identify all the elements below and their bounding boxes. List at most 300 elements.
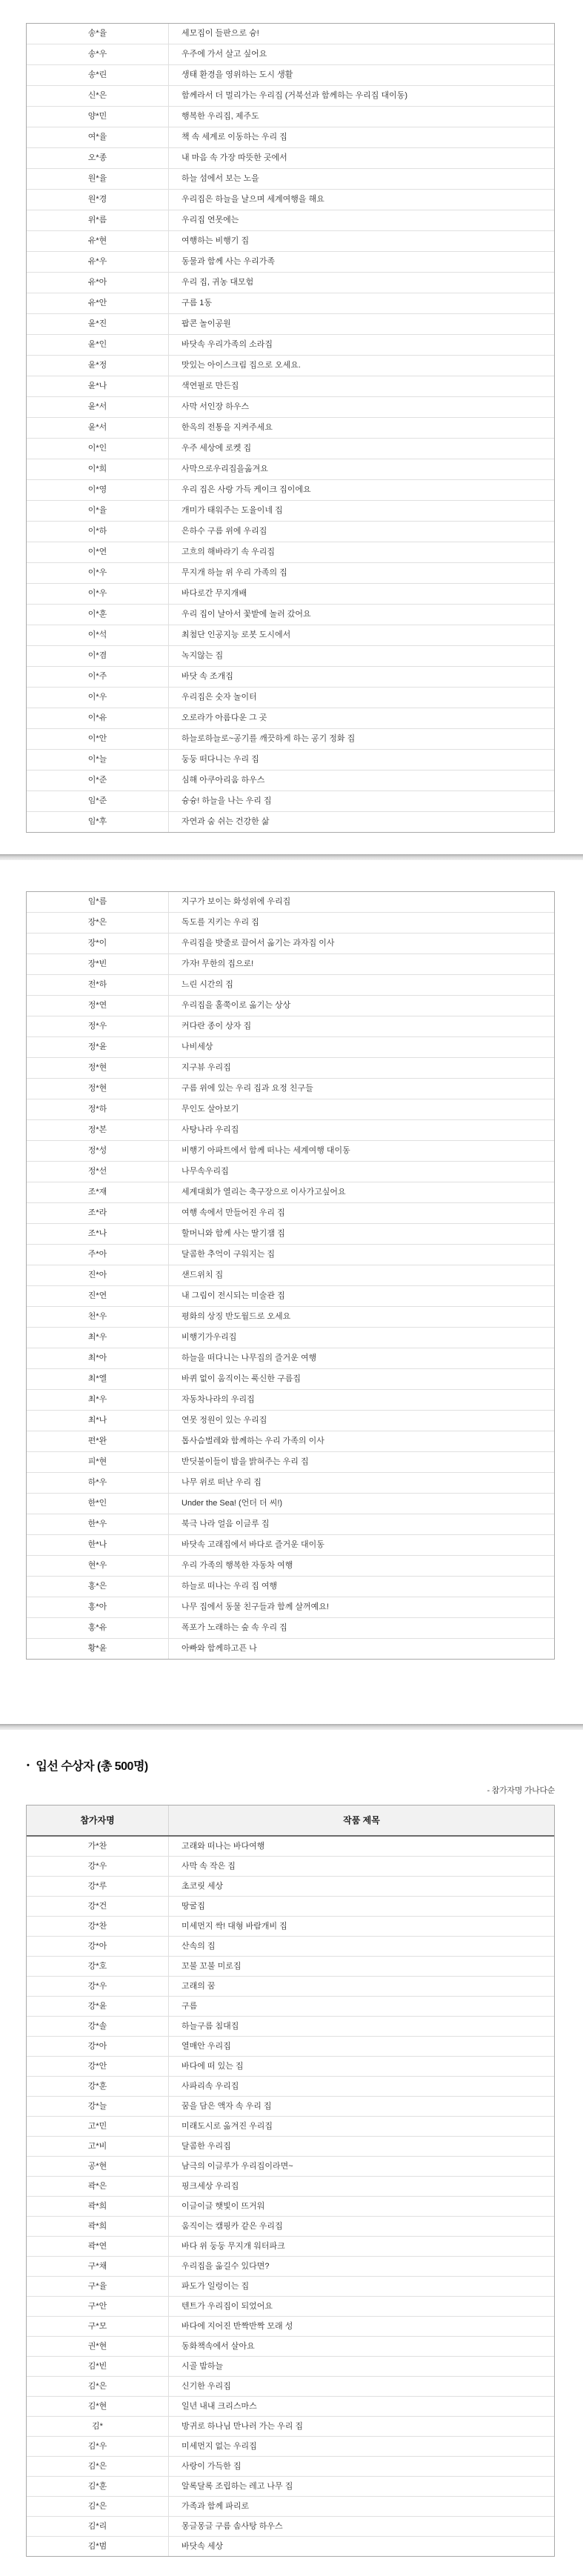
- work-title-cell: 톱사슴벌레와 함께하는 우리 가족의 이사: [181, 1437, 324, 1445]
- table-row: [27, 1182, 554, 1203]
- table-row: [27, 975, 554, 996]
- work-title-cell: 비행기 아파트에서 함께 떠나는 세계여행 대이동: [181, 1146, 350, 1155]
- table-row: [27, 996, 554, 1016]
- table-row: [27, 2057, 554, 2077]
- participant-name-cell: 장*은: [27, 913, 169, 933]
- table-row: [27, 1618, 554, 1639]
- participant-name-cell: 이*겸: [27, 646, 169, 666]
- table-row: [27, 376, 554, 397]
- participant-name-cell: 최*나: [27, 1411, 169, 1431]
- table-row: [27, 2137, 554, 2157]
- participant-name-cell: 진*연: [27, 1286, 169, 1306]
- table-row: [27, 418, 554, 439]
- table-row: [27, 750, 554, 771]
- participant-name-cell: 강*아: [27, 2037, 169, 2056]
- table-row: [27, 314, 554, 335]
- work-title-cell: 사막 속 작은 집: [181, 1861, 236, 1871]
- participant-name-cell: 강*늘: [27, 2097, 169, 2116]
- participant-name-cell: 정*현: [27, 1079, 169, 1099]
- work-title-cell: 파도가 일렁이는 집: [181, 2281, 250, 2291]
- participant-name-cell: 이*훈: [27, 605, 169, 625]
- table-row: [27, 1162, 554, 1182]
- work-title-cell: 우리집을 옮길수 있다면?: [181, 2261, 270, 2271]
- table-row: [27, 2197, 554, 2217]
- participant-name-cell: 강*윤: [27, 1997, 169, 2016]
- participant-name-cell: 구*안: [27, 2297, 169, 2316]
- column-header-work-title: 작품 제목: [343, 1815, 380, 1826]
- table-row: [27, 2357, 554, 2377]
- section-heading-text: 입선 수상자 (총 500명): [36, 1760, 148, 1773]
- participant-name-cell: 김*: [27, 2417, 169, 2436]
- table-row: [27, 1348, 554, 1369]
- table-row: [27, 1307, 554, 1328]
- work-title-cell: 개미가 태워주는 도율이네 집: [181, 506, 283, 515]
- table-row: [27, 1917, 554, 1937]
- work-title-cell: 몽글몽글 구름 솜사탕 하우스: [181, 2521, 283, 2531]
- work-title-cell: 지구가 보이는 화성위에 우리집: [181, 897, 291, 906]
- table-row: [27, 2497, 554, 2517]
- participant-name-cell: 이*주: [27, 667, 169, 687]
- work-title-cell: 나무 집에서 동물 친구들과 함께 살꺼예요!: [181, 1602, 329, 1611]
- table-row: [27, 24, 554, 44]
- participant-name-cell: 강*루: [27, 1877, 169, 1896]
- table-row: [27, 1473, 554, 1494]
- table-row: [27, 1577, 554, 1597]
- work-title-cell: 하늘구름 침대집: [181, 2021, 239, 2031]
- participant-name-cell: 한*나: [27, 1535, 169, 1555]
- table-row: [27, 2177, 554, 2197]
- participant-name-cell: 양*민: [27, 107, 169, 127]
- work-title-cell: 바다 위 둥둥 무지개 워터파크: [181, 2241, 285, 2251]
- table-row: [27, 44, 554, 65]
- work-title-cell: 바다로간 무지개배: [181, 589, 247, 598]
- table-row: [27, 210, 554, 231]
- table-row: [27, 2237, 554, 2257]
- participant-name-cell: 한*우: [27, 1514, 169, 1534]
- table-row: [27, 729, 554, 750]
- page-divider: [0, 854, 583, 860]
- table-row: [27, 1369, 554, 1390]
- table-row: [27, 1857, 554, 1877]
- work-title-cell: 무지개 하늘 위 우리 가족의 집: [181, 568, 287, 577]
- participant-name-cell: 최*아: [27, 1348, 169, 1368]
- participant-name-cell: 강*우: [27, 1857, 169, 1876]
- table-row: [27, 1897, 554, 1917]
- table-row: [27, 688, 554, 708]
- work-title-cell: 방귀로 하나님 만나러 가는 우리 집: [181, 2421, 304, 2431]
- participant-name-cell: 고*비: [27, 2137, 169, 2156]
- participant-name-cell: 윤*서: [27, 397, 169, 417]
- table-row: [27, 542, 554, 563]
- table-row: [27, 771, 554, 791]
- table-row: [27, 1837, 554, 1857]
- table-row: [27, 1245, 554, 1265]
- participant-name-cell: 송*우: [27, 44, 169, 64]
- work-title-cell: 동물과 함께 사는 우리가족: [181, 257, 276, 266]
- work-title-cell: 우리 가족의 행복한 자동차 여행: [181, 1561, 293, 1570]
- work-title-cell: 이글이글 햇빛이 뜨거워: [181, 2201, 265, 2211]
- table-row: [27, 2097, 554, 2117]
- participant-name-cell: 이*늘: [27, 750, 169, 770]
- participant-name-cell: 구*율: [27, 2277, 169, 2296]
- participant-name-cell: 곽*연: [27, 2237, 169, 2256]
- table-row: [27, 667, 554, 688]
- participant-name-cell: 곽*은: [27, 2177, 169, 2196]
- table-row: [27, 1556, 554, 1577]
- work-title-cell: 둥둥 떠다니는 우리 집: [181, 755, 259, 764]
- work-title-cell: 행복한 우리집, 제주도: [181, 112, 259, 121]
- work-title-cell: 내 마음 속 가장 따뜻한 곳에서: [181, 153, 287, 162]
- winners-table-part1: [26, 23, 555, 833]
- table-row: [27, 791, 554, 812]
- participant-name-cell: 김*우: [27, 2437, 169, 2456]
- table-row: [27, 2017, 554, 2037]
- participant-name-cell: 강*훈: [27, 2077, 169, 2096]
- participant-name-cell: 위*름: [27, 210, 169, 230]
- table-row: [27, 65, 554, 86]
- work-title-cell: 지구뷰 우리집: [181, 1063, 231, 1072]
- work-title-cell: 땅굴집: [181, 1901, 205, 1911]
- section-heading: [27, 1757, 583, 1774]
- work-title-cell: 우리집 연못에는: [181, 216, 239, 224]
- work-title-cell: 초코릿 세상: [181, 1881, 224, 1891]
- participant-name-cell: 원*경: [27, 190, 169, 210]
- participant-name-cell: 한*인: [27, 1494, 169, 1514]
- participant-name-cell: 김*훈: [27, 2477, 169, 2496]
- table-row: [27, 812, 554, 832]
- participant-name-cell: 이*영: [27, 480, 169, 500]
- work-title-cell: 색연필로 만든집: [181, 382, 239, 390]
- table-row: [27, 1431, 554, 1452]
- work-title-cell: 우주에 가서 살고 싶어요: [181, 50, 267, 59]
- participant-name-cell: 윤*나: [27, 376, 169, 396]
- participant-name-cell: 강*찬: [27, 1917, 169, 1936]
- table-row: [27, 2417, 554, 2437]
- participant-name-cell: 김*현: [27, 2397, 169, 2416]
- work-title-cell: 자연과 숨 쉬는 건강한 삶: [181, 817, 270, 826]
- participant-name-cell: 고*민: [27, 2117, 169, 2136]
- participant-name-cell: 조*나: [27, 1224, 169, 1244]
- participant-name-cell: 정*연: [27, 996, 169, 1016]
- participant-name-cell: 이*율: [27, 501, 169, 521]
- work-title-cell: 바닷속 우리가족의 소라집: [181, 340, 273, 349]
- participant-name-cell: 강*아: [27, 1937, 169, 1956]
- table-row: [27, 2377, 554, 2397]
- work-title-cell: 사탕나라 우리집: [181, 1125, 239, 1134]
- work-title-cell: 미래도시로 옮겨진 우리집: [181, 2121, 273, 2131]
- work-title-cell: 달콤한 추억이 구워지는 집: [181, 1250, 276, 1259]
- participant-name-cell: 임*후: [27, 812, 169, 832]
- participant-name-cell: 유*안: [27, 293, 169, 313]
- table-row: [27, 1997, 554, 2017]
- table-row: [27, 646, 554, 667]
- table-row: [27, 892, 554, 913]
- work-title-cell: 녹지않는 집: [181, 651, 224, 660]
- participant-name-cell: 이*하: [27, 522, 169, 542]
- work-title-cell: 바퀴 없이 움직이는 푹신한 구름집: [181, 1374, 301, 1383]
- work-title-cell: 구름 1동: [181, 299, 213, 307]
- work-title-cell: 아빠와 함께하고픈 나: [181, 1644, 257, 1653]
- participant-name-cell: 강*호: [27, 1957, 169, 1976]
- table-row: [27, 1328, 554, 1348]
- work-title-cell: 생태 환경을 영위하는 도시 생활: [181, 70, 293, 79]
- participant-name-cell: 임*준: [27, 791, 169, 811]
- work-title-cell: 무인도 살아보기: [181, 1105, 239, 1114]
- table-row: [27, 1203, 554, 1224]
- work-title-cell: 고흐의 해바라기 속 우리집: [181, 548, 276, 556]
- table-row: [27, 2217, 554, 2237]
- participant-name-cell: 이*안: [27, 729, 169, 749]
- participant-name-cell: 장*이: [27, 933, 169, 953]
- table-row: [27, 522, 554, 542]
- winners-table-part2: [26, 891, 555, 1660]
- work-title-cell: 최첨단 인공지능 로봇 도시에서: [181, 630, 291, 639]
- table-body: [27, 24, 554, 832]
- participant-name-cell: 정*선: [27, 1162, 169, 1182]
- table-row: [27, 2477, 554, 2497]
- table-row: [27, 107, 554, 127]
- work-title-cell: 심해 아쿠아리움 하우스: [181, 776, 265, 785]
- participant-name-cell: 정*본: [27, 1120, 169, 1140]
- participant-name-cell: 전*하: [27, 975, 169, 995]
- work-title-cell: 우리집은 하늘을 날으며 세계여행을 해요: [181, 195, 324, 204]
- participant-name-cell: 공*현: [27, 2157, 169, 2176]
- work-title-cell: 꿈을 담은 액자 속 우리 집: [181, 2101, 272, 2111]
- participant-name-cell: 최*우: [27, 1328, 169, 1348]
- participant-name-cell: 김*범: [27, 2537, 169, 2556]
- work-title-cell: 고래와 떠나는 바다여행: [181, 1841, 265, 1851]
- participant-name-cell: 홍*유: [27, 1618, 169, 1638]
- work-title-cell: 반딧불이들이 밤을 밝혀주는 우리 집: [181, 1457, 309, 1466]
- work-title-cell: 가족과 함께 파리로: [181, 2501, 250, 2511]
- table-row: [27, 356, 554, 376]
- work-title-cell: 구름: [181, 2001, 198, 2011]
- participant-name-cell: 현*우: [27, 1556, 169, 1576]
- participant-name-cell: 정*현: [27, 1058, 169, 1078]
- table-body: [27, 892, 554, 1659]
- work-title-cell: 하늘 섬에서 보는 노을: [181, 174, 259, 183]
- participant-name-cell: 이*인: [27, 439, 169, 459]
- table-row: [27, 1877, 554, 1897]
- work-title-cell: 미세먼지 싹! 대형 바람개비 집: [181, 1921, 287, 1931]
- table-row: [27, 2257, 554, 2277]
- table-row: [27, 2517, 554, 2537]
- table-row: [27, 2397, 554, 2417]
- participant-name-cell: 여*율: [27, 127, 169, 147]
- participant-name-cell: 이*유: [27, 708, 169, 728]
- work-title-cell: 할머니와 함께 사는 딸기잼 집: [181, 1229, 285, 1238]
- table-row: [27, 335, 554, 356]
- work-title-cell: 오로라가 아름다운 그 곳: [181, 713, 267, 722]
- table-row: [27, 1265, 554, 1286]
- work-title-cell: 하늘로 떠나는 우리 집 여행: [181, 1582, 278, 1591]
- table-row: [27, 933, 554, 954]
- work-title-cell: 맛있는 아이스크림 집으로 오세요.: [181, 361, 301, 370]
- table-row: [27, 1141, 554, 1162]
- participant-name-cell: 강*솔: [27, 2017, 169, 2036]
- table-row: [27, 190, 554, 210]
- table-row: [27, 1390, 554, 1411]
- participant-name-cell: 편*완: [27, 1431, 169, 1451]
- participant-name-cell: 정*성: [27, 1141, 169, 1161]
- participant-name-cell: 윤*정: [27, 356, 169, 376]
- table-row: [27, 148, 554, 169]
- participant-name-cell: 강*우: [27, 1977, 169, 1996]
- table-row: [27, 459, 554, 480]
- work-title-cell: 여행하는 비행기 집: [181, 236, 250, 245]
- table-row: [27, 1494, 554, 1514]
- work-title-cell: 구름 위에 있는 우리 집과 요정 친구들: [181, 1084, 313, 1093]
- table-row: [27, 2537, 554, 2556]
- participant-name-cell: 장*빈: [27, 954, 169, 974]
- participant-name-cell: 구*모: [27, 2317, 169, 2336]
- work-title-cell: 움직이는 캠핑카 같은 우리집: [181, 2221, 283, 2231]
- table-row: [27, 954, 554, 975]
- work-title-cell: 내 그림이 전시되는 미술관 집: [181, 1291, 285, 1300]
- participant-name-cell: 가*찬: [27, 1837, 169, 1856]
- table-row: [27, 1977, 554, 1997]
- participant-name-cell: 이*우: [27, 563, 169, 583]
- bottom-margin: [0, 2557, 583, 2576]
- work-title-cell: 북극 나라 얼음 이글루 집: [181, 1520, 270, 1528]
- participant-name-cell: 송*율: [27, 24, 169, 44]
- participant-name-cell: 이*우: [27, 584, 169, 604]
- work-title-cell: 비행기가우리집: [181, 1333, 237, 1342]
- work-title-cell: 팝콘 놀이공원: [181, 319, 231, 328]
- table-row: [27, 1639, 554, 1659]
- participant-name-cell: 주*아: [27, 1245, 169, 1265]
- work-title-cell: 커다란 종이 상자 집: [181, 1022, 252, 1031]
- participant-name-cell: 이*희: [27, 459, 169, 479]
- work-title-cell: 산속의 집: [181, 1941, 216, 1951]
- work-title-cell: 열매안 우리집: [181, 2041, 231, 2051]
- work-title-cell: 나무 위로 떠난 우리 집: [181, 1478, 261, 1487]
- work-title-cell: 일년 내내 크리스마스: [181, 2401, 257, 2411]
- table-row: [27, 2437, 554, 2457]
- table-row: [27, 1016, 554, 1037]
- table-row: [27, 439, 554, 459]
- work-title-cell: 바닷속 고래집에서 바다로 즐거운 대이동: [181, 1540, 324, 1549]
- sort-order-note: - 참가자명 가나다순: [487, 1786, 555, 1795]
- table-row: [27, 584, 554, 605]
- work-title-cell: 알록달록 조립하는 레고 나무 집: [181, 2481, 293, 2491]
- table-row: [27, 169, 554, 190]
- table-row: [27, 1535, 554, 1556]
- participant-name-cell: 원*율: [27, 169, 169, 189]
- table-row: [27, 1058, 554, 1079]
- work-title-cell: 미세먼지 없는 우리집: [181, 2441, 257, 2451]
- work-title-cell: 텐트가 우리집이 되었어요: [181, 2301, 273, 2311]
- participant-name-cell: 김*은: [27, 2497, 169, 2516]
- work-title-cell: Under the Sea! (언더 더 씨!): [181, 1499, 283, 1508]
- table-row: [27, 2457, 554, 2477]
- participant-name-cell: 유*현: [27, 231, 169, 251]
- table-row: [27, 86, 554, 107]
- work-title-cell: 우리집을 밧줄로 끌어서 옮기는 과자집 이사: [181, 939, 335, 948]
- column-header-participant: 참가자명: [27, 1805, 169, 1835]
- participant-name-cell: 정*우: [27, 1016, 169, 1036]
- work-title-cell: 연못 정원이 있는 우리집: [181, 1416, 267, 1425]
- participant-name-cell: 유*아: [27, 273, 169, 293]
- work-title-cell: 바다에 떠 있는 집: [181, 2061, 244, 2071]
- participant-name-cell: 김*은: [27, 2377, 169, 2396]
- table-row: [27, 1079, 554, 1099]
- participant-name-cell: 홍*아: [27, 1597, 169, 1617]
- work-title-cell: 사막 서인장 하우스: [181, 402, 250, 411]
- work-title-cell: 사막으로우리집을옮겨요: [181, 465, 268, 473]
- work-title-cell: 하늘을 떠다니는 나무집의 즐거운 여행: [181, 1354, 317, 1362]
- work-title-cell: 신기한 우리집: [181, 2381, 231, 2391]
- work-title-cell: 우리 집은 사랑 가득 케이크 집이에요: [181, 485, 311, 494]
- table-row: [27, 1957, 554, 1977]
- table-row: [27, 2297, 554, 2317]
- work-title-cell: 사파리속 우리집: [181, 2081, 239, 2091]
- work-title-cell: 슝슝! 하늘을 나는 우리 집: [181, 796, 272, 805]
- table-row: [27, 273, 554, 293]
- table-row: [27, 913, 554, 933]
- participant-name-cell: 정*하: [27, 1099, 169, 1119]
- table-row: [27, 2337, 554, 2357]
- work-title-cell: 여행 속에서 만들어진 우리 집: [181, 1208, 285, 1217]
- page-divider: [0, 1724, 583, 1730]
- participant-name-cell: 송*린: [27, 65, 169, 85]
- table-row: [27, 625, 554, 646]
- participant-name-cell: 홍*은: [27, 1577, 169, 1597]
- participant-name-cell: 강*안: [27, 2057, 169, 2076]
- table-row: [27, 2317, 554, 2337]
- table-row: [27, 1937, 554, 1957]
- work-title-cell: 폭포가 노래하는 숲 속 우리 집: [181, 1623, 287, 1632]
- table-header-row: [27, 1805, 554, 1837]
- work-title-cell: 핑크세상 우리집: [181, 2181, 239, 2191]
- work-title-cell: 바다에 지어진 반짝반짝 모래 성: [181, 2321, 293, 2331]
- work-title-cell: 평화의 상징 반도월드로 오세요: [181, 1312, 291, 1321]
- table-row: [27, 1099, 554, 1120]
- participant-name-cell: 이*준: [27, 771, 169, 791]
- participant-name-cell: 하*우: [27, 1473, 169, 1493]
- participant-name-cell: 황*윤: [27, 1639, 169, 1659]
- table-row: [27, 1411, 554, 1431]
- work-title-cell: 남극의 이글루가 우리집이라면~: [181, 2161, 293, 2171]
- participant-name-cell: 김*리: [27, 2517, 169, 2536]
- participant-name-cell: 임*름: [27, 892, 169, 912]
- participant-name-cell: 진*아: [27, 1265, 169, 1285]
- participant-name-cell: 이*우: [27, 688, 169, 708]
- table-row: [27, 1037, 554, 1058]
- table-row: [27, 1514, 554, 1535]
- table-row: [27, 293, 554, 314]
- table-row: [27, 1452, 554, 1473]
- work-title-cell: 바닷 속 조개집: [181, 672, 233, 681]
- work-title-cell: 우리 집이 날아서 꽃밭에 놀러 갔어요: [181, 610, 311, 619]
- participant-name-cell: 김*빈: [27, 2357, 169, 2376]
- work-title-cell: 동화책속에서 살아요: [181, 2341, 255, 2351]
- participant-name-cell: 구*채: [27, 2257, 169, 2276]
- table-row: [27, 397, 554, 418]
- work-title-cell: 샌드위치 집: [181, 1271, 224, 1279]
- table-row: [27, 231, 554, 252]
- bullet-icon: •: [27, 1760, 30, 1770]
- work-title-cell: 세모집이 들판으로 슝!: [181, 29, 259, 38]
- winners-table-part3: [26, 1805, 555, 2557]
- table-row: [27, 2037, 554, 2057]
- participant-name-cell: 이*석: [27, 625, 169, 645]
- table-row: [27, 2277, 554, 2297]
- work-title-cell: 가자! 무한의 집으로!: [181, 959, 254, 968]
- table-row: [27, 563, 554, 584]
- work-title-cell: 바닷속 세상: [181, 2541, 224, 2551]
- participant-name-cell: 오*종: [27, 148, 169, 168]
